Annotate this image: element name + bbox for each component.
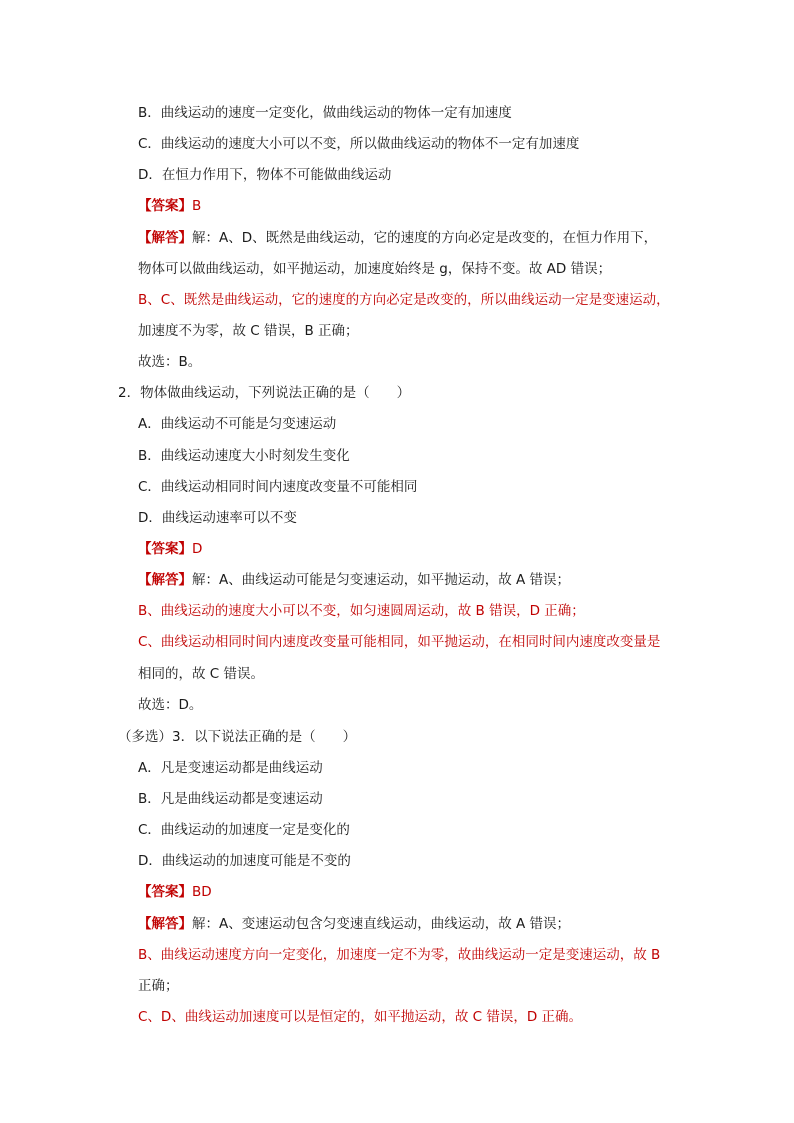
q3-analysis-line-3: 正确； — [138, 978, 179, 994]
q3-option-d: D．曲线运动的加速度可能是不变的 — [138, 853, 351, 869]
q1-answer-value: B — [192, 198, 202, 214]
q1-answer-line — [138, 196, 201, 216]
q3-analysis-line-4: C、D、曲线运动加速度可以是恒定的，如平抛运动，故 C 错误，D 正确。 — [138, 1009, 583, 1025]
q1-option-d: D．在恒力作用下，物体不可能做曲线运动 — [138, 167, 392, 183]
q1-analysis-line-1 — [138, 228, 657, 248]
q2-analysis-line-2: B、曲线运动的速度大小可以不变，如匀速圆周运动，故 B 错误，D 正确； — [138, 603, 585, 619]
q1-answer-label: 【答案】 — [138, 198, 192, 214]
q3-analysis-line-1 — [138, 914, 570, 934]
q1-analysis-line-4: 加速度不为零，故 C 错误，B 正确； — [138, 323, 359, 339]
q3-analysis-line-2: B、曲线运动速度方向一定变化，加速度一定不为零，故曲线运动一定是变速运动，故 B — [138, 947, 661, 963]
q2-option-d: D．曲线运动速率可以不变 — [138, 510, 297, 526]
q2-choose: 故选：D。 — [138, 697, 203, 713]
q2-answer-line — [138, 539, 202, 559]
q3-answer-label: 【答案】 — [138, 884, 192, 900]
q1-option-c: C．曲线运动的速度大小可以不变，所以做曲线运动的物体不一定有加速度 — [138, 136, 580, 152]
q2-answer-value: D — [192, 541, 203, 557]
q1-analysis-line-3: B、C、既然是曲线运动，它的速度的方向必定是改变的，所以曲线运动一定是变速运动， — [138, 292, 670, 308]
q3-stem: （多选）3．以下说法正确的是（ ） — [118, 729, 357, 745]
q1-analysis-line-2: 物体可以做曲线运动，如平抛运动，加速度始终是 g，保持不变。故 AD 错误； — [138, 261, 612, 277]
q3-option-c: C．曲线运动的加速度一定是变化的 — [138, 822, 350, 838]
q2-option-b: B．曲线运动速度大小时刻发生变化 — [138, 448, 350, 464]
q1-option-b: B．曲线运动的速度一定变化，做曲线运动的物体一定有加速度 — [138, 105, 512, 121]
q3-answer-value: BD — [192, 884, 212, 900]
q2-analysis-label: 【解答】 — [138, 572, 192, 588]
q3-option-a: A．凡是变速运动都是曲线运动 — [138, 760, 323, 776]
q2-stem: 2．物体做曲线运动，下列说法正确的是（ ） — [118, 385, 411, 401]
q2-option-c: C．曲线运动相同时间内速度改变量不可能相同 — [138, 479, 418, 495]
q2-option-a: A．曲线运动不可能是匀变速运动 — [138, 416, 337, 432]
q1-choose: 故选：B。 — [138, 354, 202, 370]
q3-analysis-label: 【解答】 — [138, 916, 192, 932]
q2-analysis-line-3: C、曲线运动相同时间内速度改变量可能相同，如平抛运动，在相同时间内速度改变量是 — [138, 634, 661, 650]
q1-analysis-text-1: 解：A、D、既然是曲线运动，它的速度的方向必定是改变的，在恒力作用下， — [192, 230, 658, 246]
q2-analysis-line-4: 相同的，故 C 错误。 — [138, 666, 265, 682]
q2-analysis-text-1: 解：A、曲线运动可能是匀变速运动，如平抛运动，故 A 错误； — [192, 572, 571, 588]
q3-option-b: B．凡是曲线运动都是变速运动 — [138, 791, 323, 807]
q2-answer-label: 【答案】 — [138, 541, 192, 557]
q3-answer-line — [138, 882, 212, 902]
q1-analysis-label: 【解答】 — [138, 230, 192, 246]
q2-analysis-line-1 — [138, 570, 570, 590]
q3-analysis-text-1: 解：A、变速运动包含匀变速直线运动，曲线运动，故 A 错误； — [192, 916, 571, 932]
